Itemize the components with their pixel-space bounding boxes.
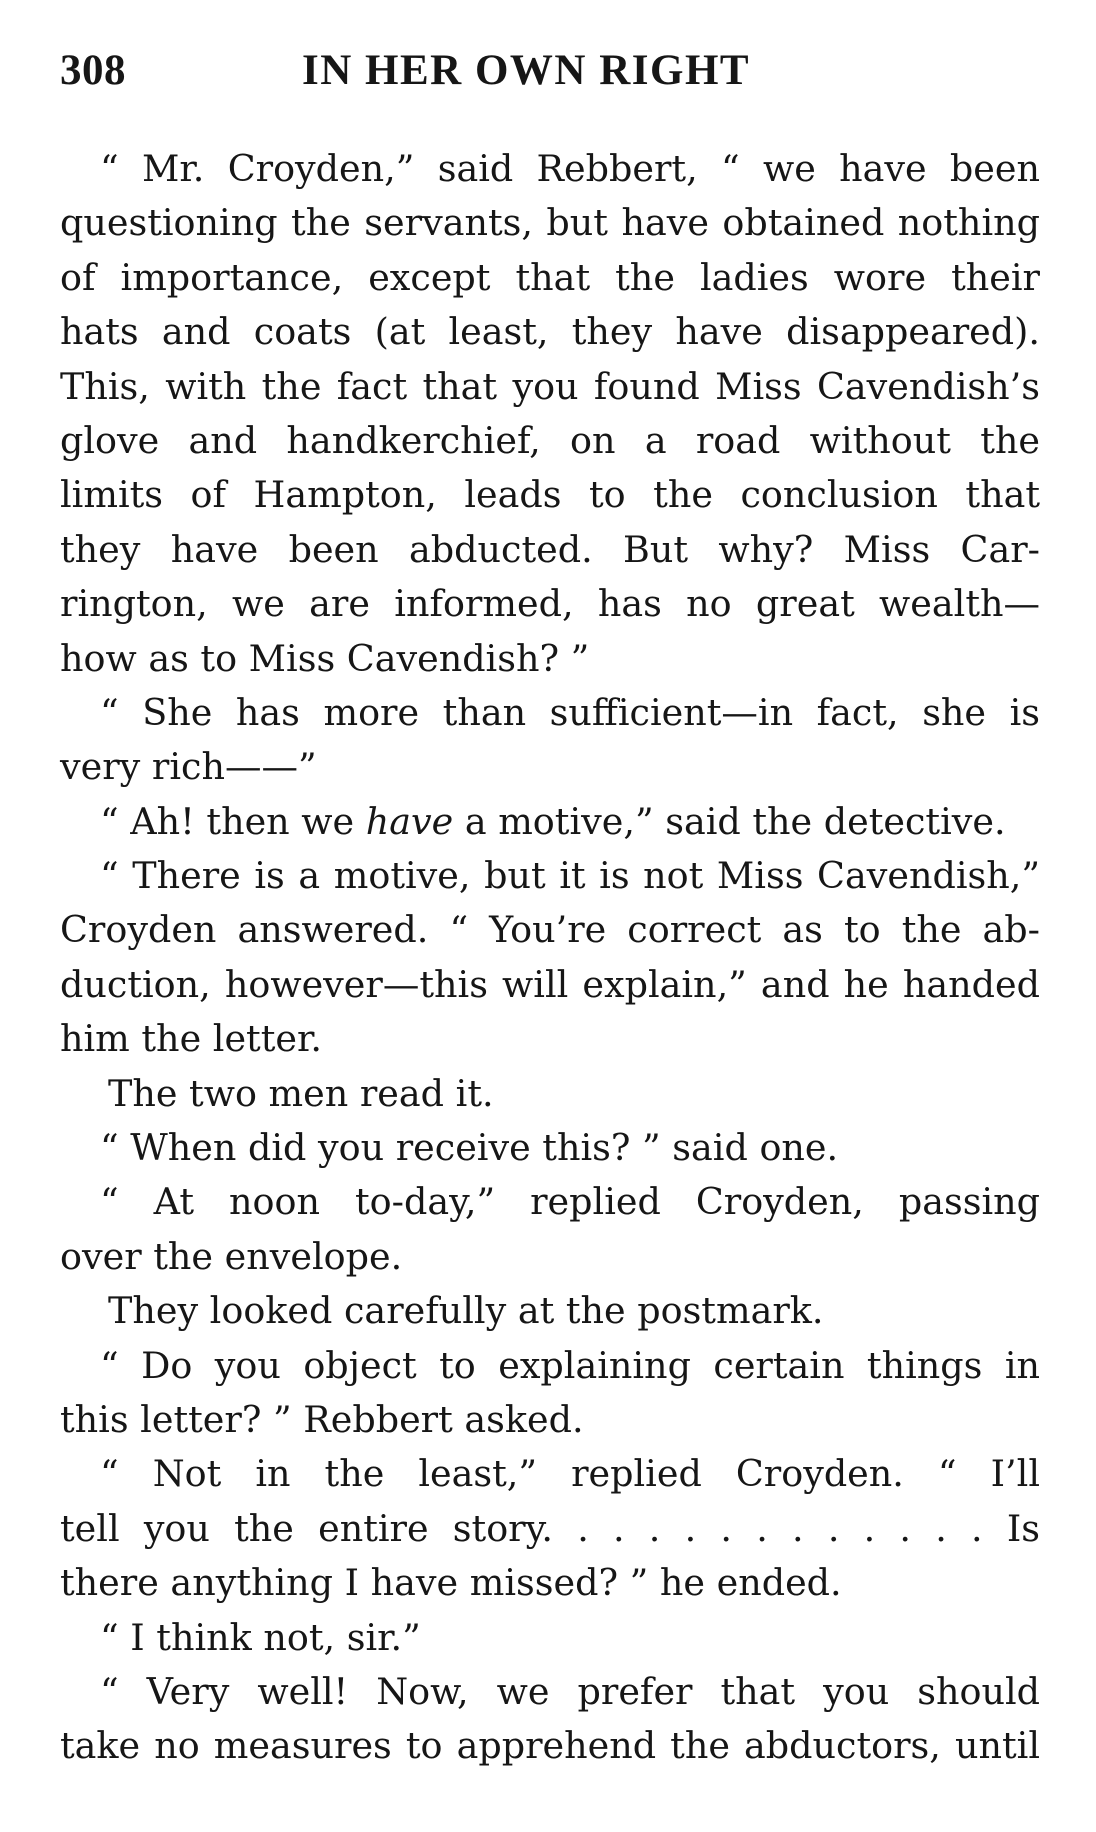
text-line: duction, however—this will explain,” and he handed xyxy=(60,962,1040,1006)
text-line: “ Very well! Now, we prefer that you should xyxy=(100,1669,1040,1713)
text-line: take no measures to apprehend the abductors, until xyxy=(60,1724,1040,1768)
text-line: questioning the servants, but have obtained nothing xyxy=(60,201,1040,245)
text-line: “ She has more than sufficient—in fact, she is xyxy=(100,690,1040,734)
running-head: IN HER OWN RIGHT xyxy=(302,47,751,94)
text-line: this letter? ” Rebbert asked. xyxy=(60,1397,584,1441)
text-line: glove and handkerchief, on a road without the xyxy=(60,418,1040,462)
text-line: him the letter. xyxy=(60,1017,323,1061)
page-header xyxy=(60,40,1040,100)
text-line: “ Ah! then we have a motive,” said the detective. xyxy=(100,799,1006,843)
text-line: rington, we are informed, has no great wealth— xyxy=(60,582,1040,626)
text-line: “ Do you object to explaining certain things in xyxy=(100,1343,1040,1387)
text-line: over the envelope. xyxy=(60,1234,403,1278)
text-line: This, with the fact that you found Miss Cavendish’s xyxy=(60,364,1040,408)
text-line: “ There is a motive, but it is not Miss Cavendish,” xyxy=(100,854,1040,898)
body-text xyxy=(60,142,1040,1774)
text-line: very rich——” xyxy=(60,745,317,789)
italic-word: have xyxy=(365,799,454,843)
text-line: They looked carefully at the postmark. xyxy=(108,1289,824,1333)
book-page xyxy=(60,40,1040,1768)
text-line: there anything I have missed? ” he ended. xyxy=(60,1561,842,1605)
text-line: “ Mr. Croyden,” said Rebbert, “ we have been xyxy=(100,147,1040,190)
text-line: “ Not in the least,” replied Croyden. “ I’ll xyxy=(100,1452,1040,1496)
text-line: of importance, except that the ladies wore their xyxy=(60,255,1040,299)
text-line: “ When did you receive this? ” said one. xyxy=(100,1126,839,1170)
text-line: The two men read it. xyxy=(108,1071,494,1115)
text-line: “ I think not, sir.” xyxy=(100,1615,421,1659)
text-line: how as to Miss Cavendish? ” xyxy=(60,636,590,680)
text-line: “ At noon to-day,” replied Croyden, passing xyxy=(100,1180,1040,1224)
text-line: hats and coats (at least, they have disappeared). xyxy=(60,310,1040,354)
page-number: 308 xyxy=(60,47,126,94)
text-line: Croyden answered. “ You’re correct as to the ab- xyxy=(60,908,1040,952)
text-line: they have been abducted. But why? Miss Car- xyxy=(60,527,1040,571)
text-line: limits of Hampton, leads to the conclusion that xyxy=(60,473,1040,517)
text-line: tell you the entire story. . . . . . . . . . . . . Is xyxy=(60,1506,1040,1550)
